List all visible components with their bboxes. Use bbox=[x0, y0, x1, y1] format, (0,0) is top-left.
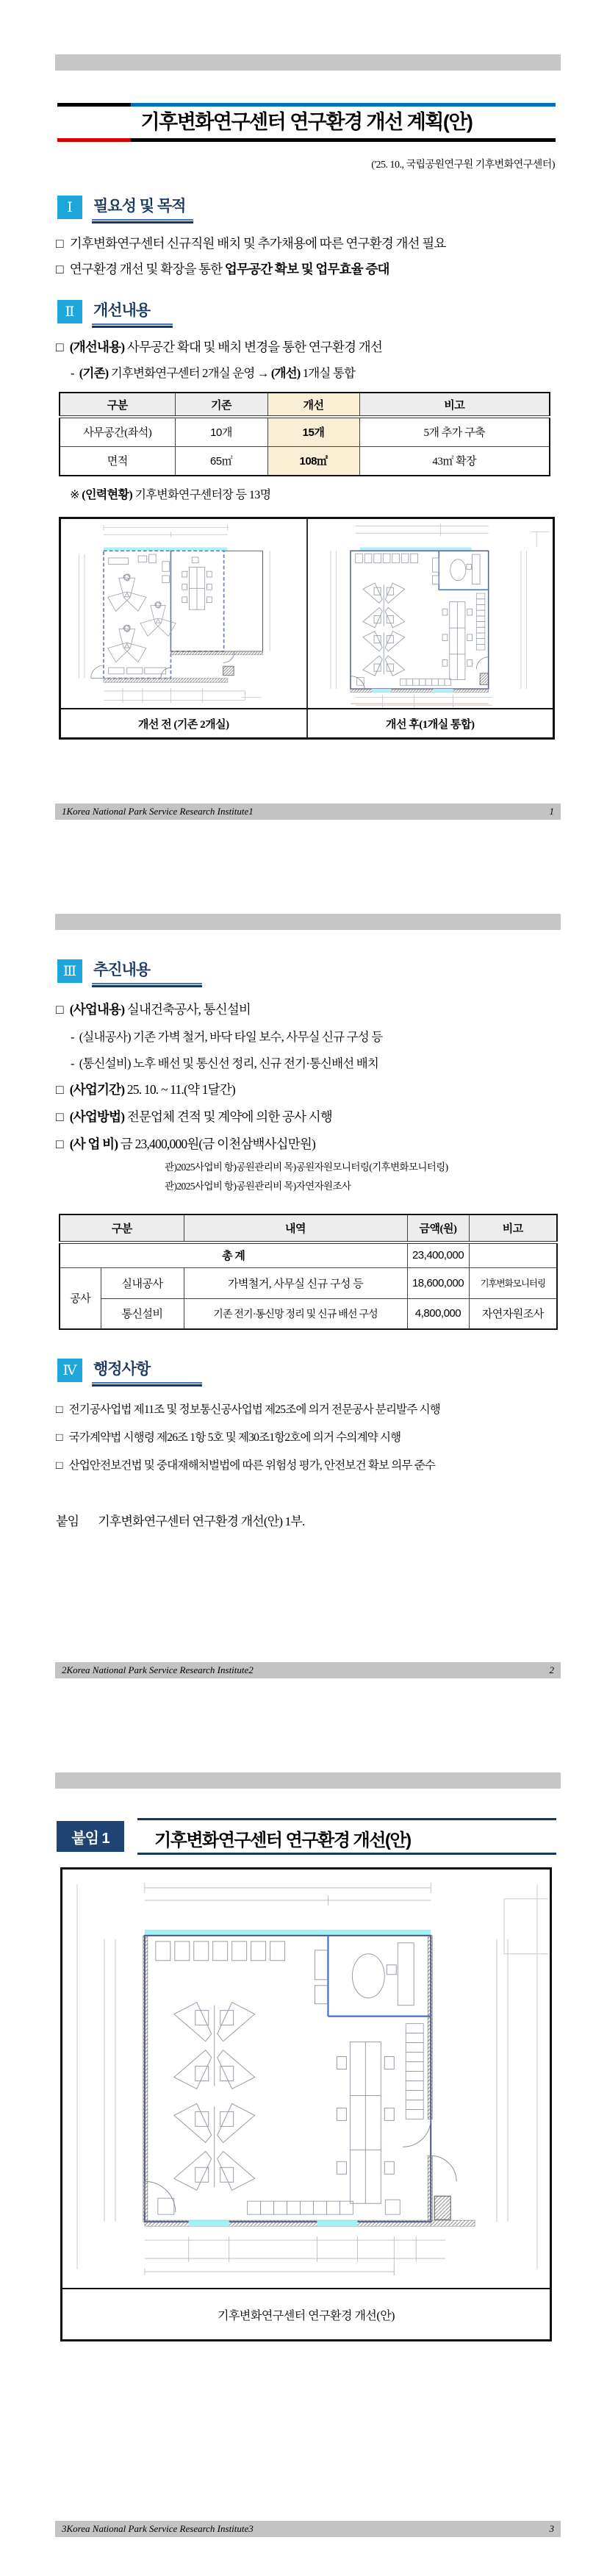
plan-before-caption: 개선 전 (기존 2개실) bbox=[137, 718, 229, 731]
section-3-heading bbox=[57, 959, 202, 987]
table-header-row bbox=[60, 393, 550, 417]
col-header: 비고 bbox=[469, 1214, 557, 1242]
section-1-title: 필요성 및 목적 bbox=[93, 198, 186, 215]
admin-bullet-1: □ 전기공사업법 제11조 및 정보통신공사업법 제25조에 의거 전문공사 분리발주 시행 bbox=[56, 1403, 440, 1416]
subbullet-telecom: - (통신설비) 노후 배선 및 통신선 정리, 신규 전기·통신배선 배치 bbox=[71, 1056, 379, 1070]
col-header: 개선 bbox=[267, 393, 359, 417]
section-4-number: Ⅳ bbox=[57, 1359, 82, 1382]
footer-text: 2Korea National Park Service Research Institute2 bbox=[62, 1664, 254, 1675]
bullet-improvement: □ (개선내용) 사무공간 확대 및 배치 변경을 통한 연구환경 개선 bbox=[56, 340, 382, 354]
section-4-title: 행정사항 bbox=[93, 1361, 151, 1378]
page-header-bar bbox=[55, 1772, 561, 1789]
table-total-row: 총 계 23,400,000 bbox=[60, 1242, 557, 1267]
col-header: 금액(원) bbox=[407, 1214, 469, 1242]
table-row: 공사 실내공사 가벽철거, 사무실 신규 구성 등 18,600,000 기후변화모니터링 bbox=[60, 1267, 557, 1298]
floor-plan-after-svg bbox=[308, 519, 553, 708]
attachment-floor-plan bbox=[60, 1867, 552, 2341]
section-3-title: 추진내용 bbox=[93, 962, 151, 978]
floor-plan-before-image bbox=[61, 519, 306, 708]
meeting-room-wall bbox=[439, 551, 488, 590]
section-underline bbox=[92, 219, 193, 223]
bullet-need-2: □ 연구환경 개선 및 확장을 통한 업무공간 확보 및 업무효율 증대 bbox=[56, 262, 389, 276]
footer-page-number: 1 bbox=[549, 806, 554, 817]
section-4-heading bbox=[57, 1359, 202, 1387]
col-header: 비고 bbox=[359, 393, 550, 417]
attachment-title: 기후변화연구센터 연구환경 개선(안) bbox=[154, 1831, 411, 1850]
section-underline bbox=[92, 323, 173, 328]
table-row: 사무공간(좌석) 10개 15개 5개 추가 구축 bbox=[60, 417, 550, 446]
table-row: 면적 65㎡ 108㎡ 43㎡ 확장 bbox=[60, 446, 550, 476]
admin-bullet-3: □ 산업안전보건법 및 중대재해처벌법에 따른 위험성 평가, 안전보건 확보 의무 준수 bbox=[56, 1459, 436, 1472]
footer-page-number: 3 bbox=[549, 2523, 554, 2534]
title-rule-top bbox=[57, 103, 556, 107]
door-arc bbox=[350, 657, 488, 689]
page-footer bbox=[55, 804, 561, 820]
col-header: 구분 bbox=[60, 1214, 184, 1242]
budget-table bbox=[59, 1214, 558, 1330]
door-arc bbox=[145, 2119, 456, 2212]
floor-plan-comparison bbox=[59, 517, 555, 740]
floor-plan-before-svg bbox=[61, 519, 306, 708]
title-rule-bottom bbox=[57, 138, 556, 142]
page-3 bbox=[0, 1717, 607, 2576]
bullet-project-content: □ (사업내용) 실내건축공사, 통신설비 bbox=[56, 1002, 251, 1017]
footer-text: 3Korea National Park Service Research Institute3 bbox=[62, 2523, 254, 2534]
page-title: 기후변화연구센터 연구환경 개선 계획(안) bbox=[140, 111, 473, 133]
bullet-project-method: □ (사업방법) 전문업체 견적 및 계약에 의한 공사 시행 bbox=[56, 1109, 332, 1124]
long-table bbox=[442, 602, 472, 680]
page-1 bbox=[0, 0, 607, 859]
admin-bullet-2: □ 국가계약법 시행령 제26조 1항 5호 및 제30조1항2호에 의거 수의계약 시행 bbox=[56, 1431, 401, 1444]
col-header: 구분 bbox=[60, 393, 175, 417]
attachment-badge: 붙임 1 bbox=[57, 1821, 124, 1852]
floor-plan-attachment-image bbox=[62, 1870, 550, 2288]
plan-after-caption: 개선 후(1개실 통합) bbox=[306, 709, 553, 737]
highlight-band bbox=[145, 1930, 431, 1936]
table-row: 통신설비 기존 전기·통신망 정리 및 신규 배선 구성 4,800,000 자연자원조사 bbox=[60, 1298, 557, 1329]
subbullet-before-after: - (기존) 기후변화연구센터 2개실 운영 → (개선) 1개실 통합 bbox=[71, 366, 356, 380]
budget-source-2: 관)2025사업비 항)공원관리비 목)자연자원조사 bbox=[165, 1181, 351, 1192]
col-header: 기존 bbox=[175, 393, 267, 417]
long-table bbox=[337, 2042, 394, 2204]
col-header: 내역 bbox=[184, 1214, 407, 1242]
meeting-room-wall bbox=[328, 1936, 431, 2017]
bullet-project-period: □ (사업기간) 25. 10. ~ 11.(약 1달간) bbox=[56, 1082, 235, 1097]
section-3-number: Ⅲ bbox=[57, 959, 82, 983]
meeting-area bbox=[432, 554, 479, 584]
attachment-rule-top bbox=[137, 1818, 556, 1820]
section-1-number: Ⅰ bbox=[57, 196, 82, 219]
section-2-number: Ⅱ bbox=[57, 300, 82, 323]
document-subtitle: ('25. 10., 국립공원연구원 기후변화연구센터) bbox=[371, 160, 555, 171]
section-2-title: 개선내용 bbox=[93, 302, 151, 319]
section-underline bbox=[92, 1382, 202, 1387]
bullet-project-budget: □ (사 업 비) 금 23,400,000원(금 이천삼백사십만원) bbox=[56, 1137, 315, 1151]
page-header-bar bbox=[55, 914, 561, 930]
attachment-plan-caption: 기후변화연구센터 연구환경 개선(안) bbox=[62, 2288, 550, 2339]
floor-plan-after-image bbox=[306, 519, 553, 708]
floor-plan-attachment-svg bbox=[62, 1870, 550, 2288]
section-2-heading bbox=[57, 300, 173, 328]
meeting-area bbox=[315, 1943, 414, 2006]
page-footer bbox=[55, 1662, 561, 1678]
attachment-rule-bottom bbox=[137, 1853, 556, 1855]
personnel-note: ※ (인력현황) 기후변화연구센터장 등 13명 bbox=[70, 489, 271, 501]
section-1-heading bbox=[57, 196, 193, 223]
locker-column bbox=[406, 2024, 423, 2119]
meeting-table bbox=[182, 557, 212, 609]
section-underline bbox=[92, 983, 202, 987]
document-title-block bbox=[57, 103, 556, 142]
table-header-row bbox=[60, 1214, 557, 1242]
locker-column bbox=[476, 593, 485, 650]
footer-page-number: 2 bbox=[549, 1664, 554, 1675]
page-header-bar bbox=[55, 54, 561, 71]
bullet-need-1: □ 기후변화연구센터 신규직원 배치 및 추가채용에 따른 연구환경 개선 필요 bbox=[56, 236, 446, 251]
plan-captions bbox=[61, 708, 553, 737]
budget-source-1: 관)2025사업비 항)공원관리비 목)공원자원모니터링(기후변화모니터링) bbox=[165, 1162, 448, 1173]
space-comparison-table bbox=[59, 392, 550, 476]
page-footer bbox=[55, 2521, 561, 2537]
footer-text: 1Korea National Park Service Research Institute1 bbox=[62, 806, 254, 817]
page-2 bbox=[0, 859, 607, 1717]
subbullet-interior: - (실내공사) 기존 가벽 철거, 바닥 타일 보수, 사무실 신규 구성 등 bbox=[71, 1030, 383, 1044]
attachment-line: 붙임 기후변화연구센터 연구환경 개선(안) 1부. bbox=[56, 1514, 305, 1528]
